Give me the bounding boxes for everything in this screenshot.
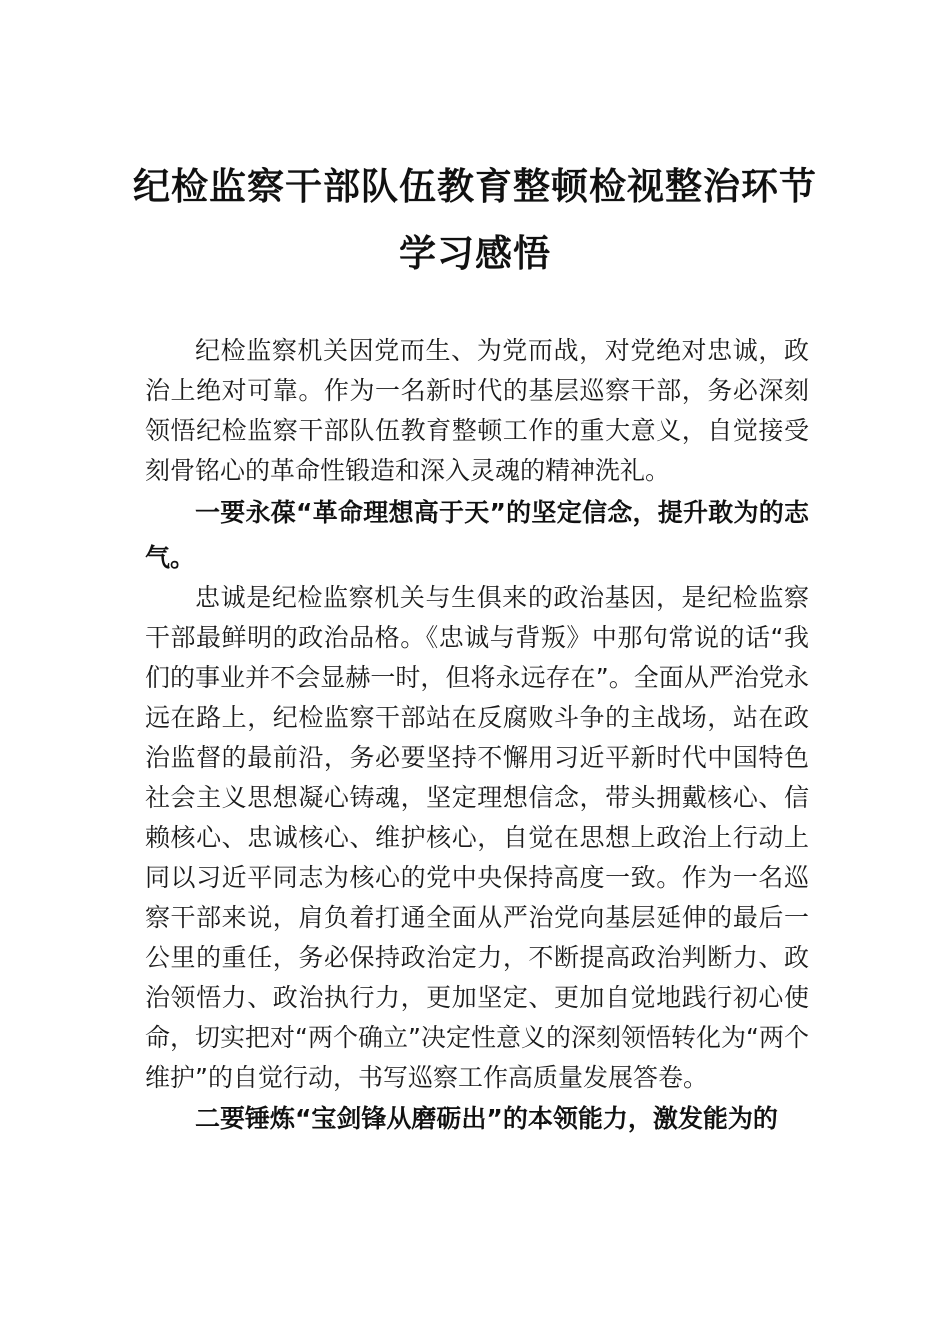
section-heading-2: 二要锤炼“宝剑锋从磨砺出”的本领能力，激发能为的 bbox=[195, 1104, 778, 1133]
section-heading-1: 一要永葆“革命理想高于天”的坚定信念，提升敢为的志气。 bbox=[145, 498, 809, 572]
paragraph-loyalty: 忠诚是纪检监察机关与生俱来的政治基因，是纪检监察干部最鲜明的政治品格。《忠诚与背叛》中那句常说的话“我们的事业并不会显赫一时，但将永远存在”。全面从严治党永远在路上，纪检监察干部站在反腐败斗争的主战场，站在政治监督的最前沿，务必要坚持不懈用习近平新时代中国特色社会主义思想凝心铸魂，坚定理想信念，带头拥戴核心、信赖核心、忠诚核心、维护核心，自觉在思想上政治上行动上同以习近平同志为核心的党中央保持高度一致。作为一名巡察干部来说，肩负着打通全面从严治党向基层延伸的最后一公里的重任，务必保持政治定力，不断提高政治判断力、政治领悟力、政治执行力，更加坚定、更加自觉地践行初心使命，切实把对“两个确立”决定性意义的深刻领悟转化为“两个维护”的自觉行动，书写巡察工作高质量发展答卷。 bbox=[145, 583, 809, 1092]
paragraph-intro: 纪检监察机关因党而生、为党而战，对党绝对忠诚，政治上绝对可靠。作为一名新时代的基层巡察干部，务必深刻领悟纪检监察干部队伍教育整顿工作的重大意义，自觉接受刻骨铭心的革命性锻造和深入灵魂的精神洗礼。 bbox=[145, 336, 809, 485]
document-title-line-2: 学习感悟 bbox=[399, 231, 551, 275]
document-title-line-1: 纪检监察干部队伍教育整顿检视整治环节 bbox=[133, 164, 817, 208]
